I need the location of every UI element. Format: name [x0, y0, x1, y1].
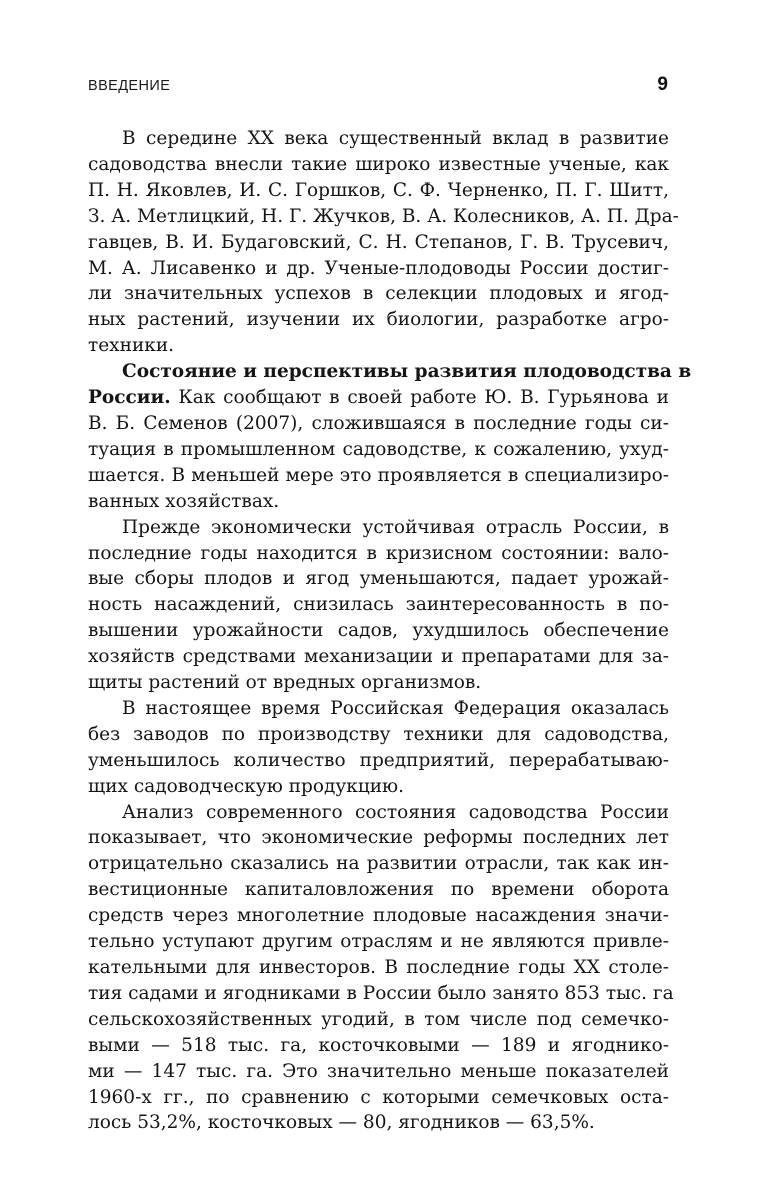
- text-line: средств через многолетние плодовые насаждения значи-: [88, 905, 669, 927]
- text-line: ли значительных успехов в селекции плодовых и ягод-: [88, 283, 669, 305]
- text-run: Как сообщают в своей работе Ю. В. Гурьянова и: [170, 387, 669, 409]
- text-line: отрицательно сказались на развитии отрасли, так как ин-: [88, 853, 669, 875]
- text-line: ми — 147 тыс. га. Это значительно меньше показателей: [88, 1060, 669, 1082]
- text-line: М. А. Лисавенко и др. Ученые-плодоводы России достиг-: [88, 257, 669, 279]
- text-line: 1960-х гг., по сравнению с которыми семечковых оста-: [88, 1086, 669, 1108]
- subsection-heading: Состояние и перспективы развития плодоводства в: [122, 361, 692, 383]
- text-line: туация в промышленном садоводстве, к сожалению, ухуд-: [88, 438, 669, 460]
- text-line: П. Н. Яковлев, И. С. Горшков, С. Ф. Черненко, П. Г. Шитт,: [88, 179, 669, 201]
- text-line: ванных хозяйствах.: [88, 490, 280, 512]
- text-line: В настоящее время Российская Федерация оказалась: [122, 697, 669, 719]
- text-line: выми — 518 тыс. га, косточковыми — 189 и ягоднико-: [88, 1034, 669, 1056]
- running-head: [88, 76, 680, 98]
- text-line: уменьшилось количество предприятий, перерабатываю-: [88, 749, 669, 771]
- text-line: ность насаждений, снизилась заинтересованность в по-: [88, 594, 669, 616]
- text-line: кательными для инвесторов. В последние годы XX столе-: [88, 957, 669, 978]
- text-line: вышении урожайности садов, ухудшилось обеспечение: [88, 620, 669, 642]
- text-line: ных растений, изучении их биологии, разработке агро-: [88, 309, 669, 331]
- text-line: В. Б. Семенов (2007), сложившаяся в последние годы си-: [88, 412, 669, 434]
- text-line: гавцев, В. И. Будаговский, С. Н. Степанов, Г. В. Трусевич,: [88, 231, 669, 253]
- text-line: З. А. Метлицкий, Н. Г. Жучков, В. А. Колесников, А. П. Дра-: [88, 205, 679, 227]
- paragraph-4: [88, 696, 669, 800]
- text-line: садоводства внесли такие широко известные ученые, как: [88, 153, 669, 175]
- page-number: 9: [657, 74, 668, 95]
- text-line: без заводов по производству техники для садоводства,: [88, 723, 669, 745]
- paragraph-2: [88, 359, 692, 514]
- text-line: тия садами и ягодниками в России было занято 853 тыс. га: [88, 982, 674, 1004]
- text-line: тельно уступают другим отраслям и не являются привле-: [88, 931, 669, 953]
- text-line: [88, 385, 669, 411]
- text-line: вестиционные капиталовложения по времени оборота: [88, 879, 669, 901]
- text-line: щих садоводческую продукцию.: [88, 775, 405, 797]
- text-line: шается. В меньшей мере это проявляется в специализиро-: [88, 464, 669, 486]
- text-line: В середине XX века существенный вклад в развитие: [122, 128, 669, 149]
- text-line: последние годы находится в кризисном состоянии: вало-: [88, 542, 669, 564]
- text-line: сельскохозяйственных угодий, в том числе под семечко-: [88, 1008, 669, 1030]
- body-text: [88, 126, 692, 1136]
- text-line: Прежде экономически устойчивая отрасль России, в: [122, 516, 669, 538]
- text-line: вые сборы плодов и ягод уменьшаются, падает урожай-: [88, 568, 669, 590]
- text-line: показывает, что экономические реформы последних лет: [88, 827, 669, 849]
- text-line: щиты растений от вредных организмов.: [88, 672, 482, 694]
- text-line: хозяйств средствами механизации и препаратами для за-: [88, 646, 669, 668]
- text-line: техники.: [88, 335, 175, 357]
- paragraph-1: [88, 126, 679, 359]
- paragraph-5: [88, 800, 674, 1137]
- paragraph-3: [88, 515, 669, 696]
- text-line: лось 53,2%, косточковых — 80, ягодников — 63,5%.: [88, 1112, 595, 1134]
- section-title: ВВЕДЕНИЕ: [88, 78, 171, 94]
- text-line: Анализ современного состояния садоводства России: [122, 801, 669, 823]
- subsection-heading-end: России.: [88, 387, 171, 409]
